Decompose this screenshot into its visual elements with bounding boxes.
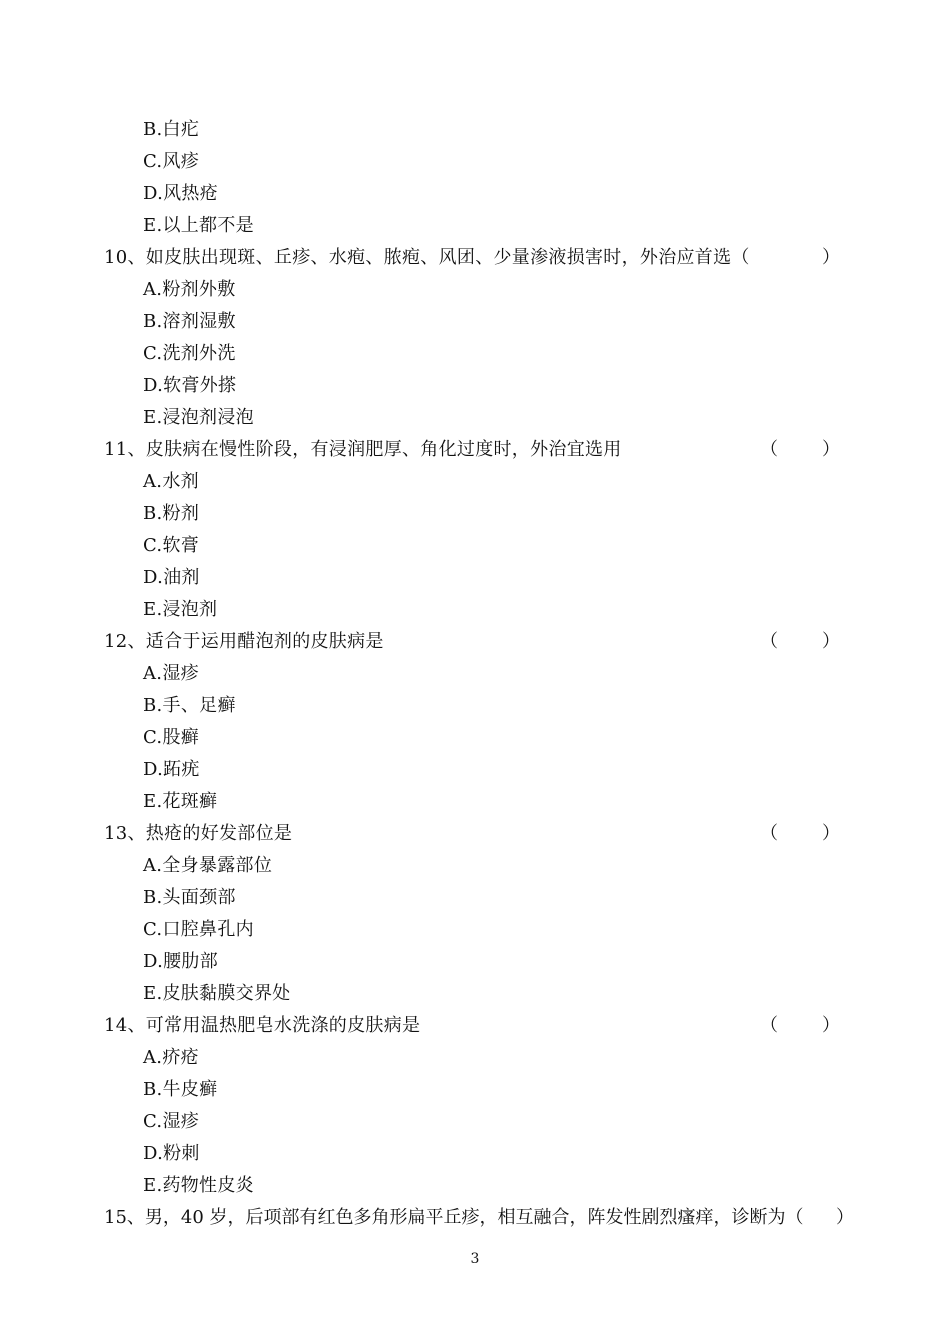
option-11-a: A.水剂 bbox=[143, 471, 199, 492]
option-9-d: D.风热疮 bbox=[143, 183, 219, 204]
question-12-stem: 12、适合于运用醋泡剂的皮肤病是 bbox=[104, 631, 384, 652]
page-number: 3 bbox=[470, 1251, 480, 1267]
option-9-e: E.以上都不是 bbox=[143, 215, 254, 236]
question-10-stem: 10、如皮肤出现斑、丘疹、水疱、脓疱、风团、少量渗液损害时，外治应首选（ bbox=[104, 247, 750, 268]
option-13-e: E.皮肤黏膜交界处 bbox=[143, 983, 291, 1004]
option-11-e: E.浸泡剂 bbox=[143, 599, 218, 620]
option-14-e: E.药物性皮炎 bbox=[143, 1175, 254, 1196]
question-12-answer-paren-open: （ bbox=[760, 631, 778, 652]
question-10-answer-paren-close: ） bbox=[822, 247, 840, 268]
question-13-stem: 13、热疮的好发部位是 bbox=[104, 823, 293, 844]
option-14-a: A.疥疮 bbox=[143, 1047, 199, 1068]
question-13-answer-paren-open: （ bbox=[760, 823, 778, 844]
option-12-b: B.手、足癣 bbox=[143, 695, 236, 716]
question-15-stem: 15、男，40 岁，后项部有红色多角形扁平丘疹，相互融合，阵发性剧烈瘙痒，诊断为（ bbox=[104, 1207, 804, 1228]
option-12-d: D.跖疣 bbox=[143, 759, 200, 780]
question-14-answer-paren-close: ） bbox=[822, 1015, 840, 1036]
option-12-a: A.湿疹 bbox=[143, 663, 199, 684]
question-11-answer-paren-open: （ bbox=[760, 439, 778, 460]
option-13-b: B.头面颈部 bbox=[143, 887, 236, 908]
option-10-c: C.洗剂外洗 bbox=[143, 343, 236, 364]
option-13-c: C.口腔鼻孔内 bbox=[143, 919, 254, 940]
option-11-d: D.油剂 bbox=[143, 567, 200, 588]
option-14-d: D.粉刺 bbox=[143, 1143, 200, 1164]
question-11-answer-paren-close: ） bbox=[822, 439, 840, 460]
question-15-answer-paren-close: ） bbox=[836, 1207, 854, 1228]
option-10-b: B.溶剂湿敷 bbox=[143, 311, 236, 332]
question-12-answer-paren-close: ） bbox=[822, 631, 840, 652]
option-10-d: D.软膏外搽 bbox=[143, 375, 237, 396]
option-12-c: C.股癣 bbox=[143, 727, 200, 748]
option-10-e: E.浸泡剂浸泡 bbox=[143, 407, 254, 428]
option-13-a: A.全身暴露部位 bbox=[143, 855, 273, 876]
question-13-answer-paren-close: ） bbox=[822, 823, 840, 844]
option-14-b: B.牛皮癣 bbox=[143, 1079, 218, 1100]
option-13-d: D.腰肋部 bbox=[143, 951, 219, 972]
question-14-stem: 14、可常用温热肥皂水洗涤的皮肤病是 bbox=[104, 1015, 421, 1036]
option-9-c: C.风疹 bbox=[143, 151, 200, 172]
option-10-a: A.粉剂外敷 bbox=[143, 279, 236, 300]
question-14-answer-paren-open: （ bbox=[760, 1015, 778, 1036]
option-11-b: B.粉剂 bbox=[143, 503, 200, 524]
option-12-e: E.花斑癣 bbox=[143, 791, 218, 812]
option-9-b: B.白疕 bbox=[143, 119, 200, 140]
question-11-stem: 11、皮肤病在慢性阶段，有浸润肥厚、角化过度时，外治宜选用 bbox=[104, 439, 622, 460]
option-11-c: C.软膏 bbox=[143, 535, 200, 556]
option-14-c: C.湿疹 bbox=[143, 1111, 200, 1132]
